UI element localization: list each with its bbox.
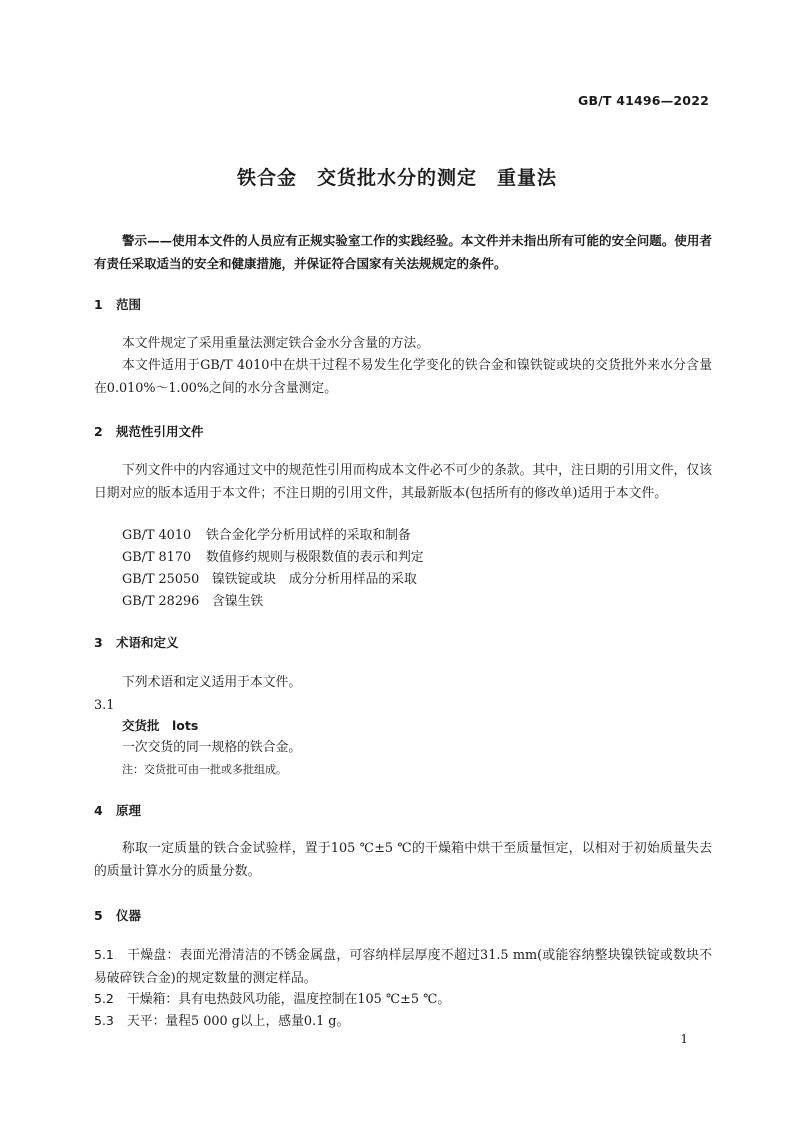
apparatus-item-text: 干燥盘：表面光滑清洁的不锈金属盘，可容纳样层厚度不超过31.5 mm(或能容纳整块镍铁锭或数块不易破碎铁合金)的规定数量的测定样品。: [94, 948, 712, 986]
reference-line: [122, 570, 417, 590]
term-definition: 一次交货的同一规格的铁合金。: [122, 740, 302, 755]
section-3-heading: [94, 633, 179, 651]
scope-paragraph-1: 本文件规定了采用重量法测定铁合金水分含量的方法。: [122, 336, 430, 351]
reference-code: GB/T 25050: [122, 572, 200, 587]
section-5-title: 仪器: [116, 908, 142, 923]
term-name: 交货批 lots: [122, 718, 199, 733]
reference-code: GB/T 28296: [122, 594, 200, 609]
section-1-number: 1: [94, 297, 103, 312]
page-number: 1: [680, 1032, 688, 1046]
apparatus-item-text: 干燥箱：具有电热鼓风功能，温度控制在105 ℃±5 ℃。: [127, 992, 451, 1007]
section-5-heading: [94, 906, 141, 924]
apparatus-item-number: 5.1: [94, 947, 114, 962]
section-1-heading: [94, 295, 141, 313]
section-2-heading: [94, 422, 204, 440]
reference-line: [122, 548, 424, 568]
scope-paragraph-2: 本文件适用于GB/T 4010中在烘干过程不易发生化学变化的铁合金和镍铁锭或块的交货批外来水分含量在0.010%～1.00%之间的水分含量测定。: [94, 358, 712, 396]
section-3-number: 3: [94, 635, 103, 650]
section-4-title: 原理: [116, 803, 142, 818]
reference-line: [122, 526, 411, 546]
section-2-title: 规范性引用文件: [116, 424, 204, 439]
apparatus-item: [94, 1010, 712, 1034]
document-title: 铁合金 交货批水分的测定 重量法: [236, 167, 557, 189]
principle-paragraph: 称取一定质量的铁合金试验样，置于105 ℃±5 ℃的干燥箱中烘干至质量恒定，以相对于初始质量失去的质量计算水分的质量分数。: [94, 841, 712, 879]
apparatus-item-text: 天平：量程5 000 g以上，感量0.1 g。: [127, 1014, 350, 1029]
apparatus-item: [94, 988, 712, 1012]
reference-title: 镍铁锭或块 成分分析用样品的采取: [212, 572, 417, 587]
section-1-title: 范围: [116, 297, 142, 312]
references-intro: 下列文件中的内容通过文中的规范性引用而构成本文件必不可少的条款。其中，注日期的引用文件，仅该日期对应的版本适用于本文件；不注日期的引用文件，其最新版本(包括所有的修改单)适用于本文件。: [94, 463, 712, 501]
apparatus-item-number: 5.3: [94, 1013, 114, 1028]
section-3-title: 术语和定义: [116, 635, 179, 650]
terms-intro: 下列术语和定义适用于本文件。: [122, 675, 302, 690]
reference-code: GB/T 8170: [122, 550, 192, 565]
reference-title: 数值修约规则与极限数值的表示和判定: [206, 550, 424, 565]
apparatus-item-number: 5.2: [94, 991, 114, 1006]
reference-title: 铁合金化学分析用试样的采取和制备: [206, 528, 411, 543]
standard-id: GB/T 41496—2022: [577, 93, 709, 108]
section-2-number: 2: [94, 424, 103, 439]
reference-line: [122, 592, 263, 612]
section-4-number: 4: [94, 803, 103, 818]
term-number: 3.1: [94, 698, 115, 713]
term-note: 注：交货批可由一批或多批组成。: [122, 763, 287, 776]
section-5-number: 5: [94, 908, 103, 923]
reference-title: 含镍生铁: [212, 594, 264, 609]
warning-paragraph: 警示——使用本文件的人员应有正规实验室工作的实践经验。本文件并未指出所有可能的安全问题。使用者有责任采取适当的安全和健康措施，并保证符合国家有关法规规定的条件。: [94, 233, 712, 271]
apparatus-item: [94, 944, 712, 990]
reference-code: GB/T 4010: [122, 528, 192, 543]
section-4-heading: [94, 801, 141, 819]
